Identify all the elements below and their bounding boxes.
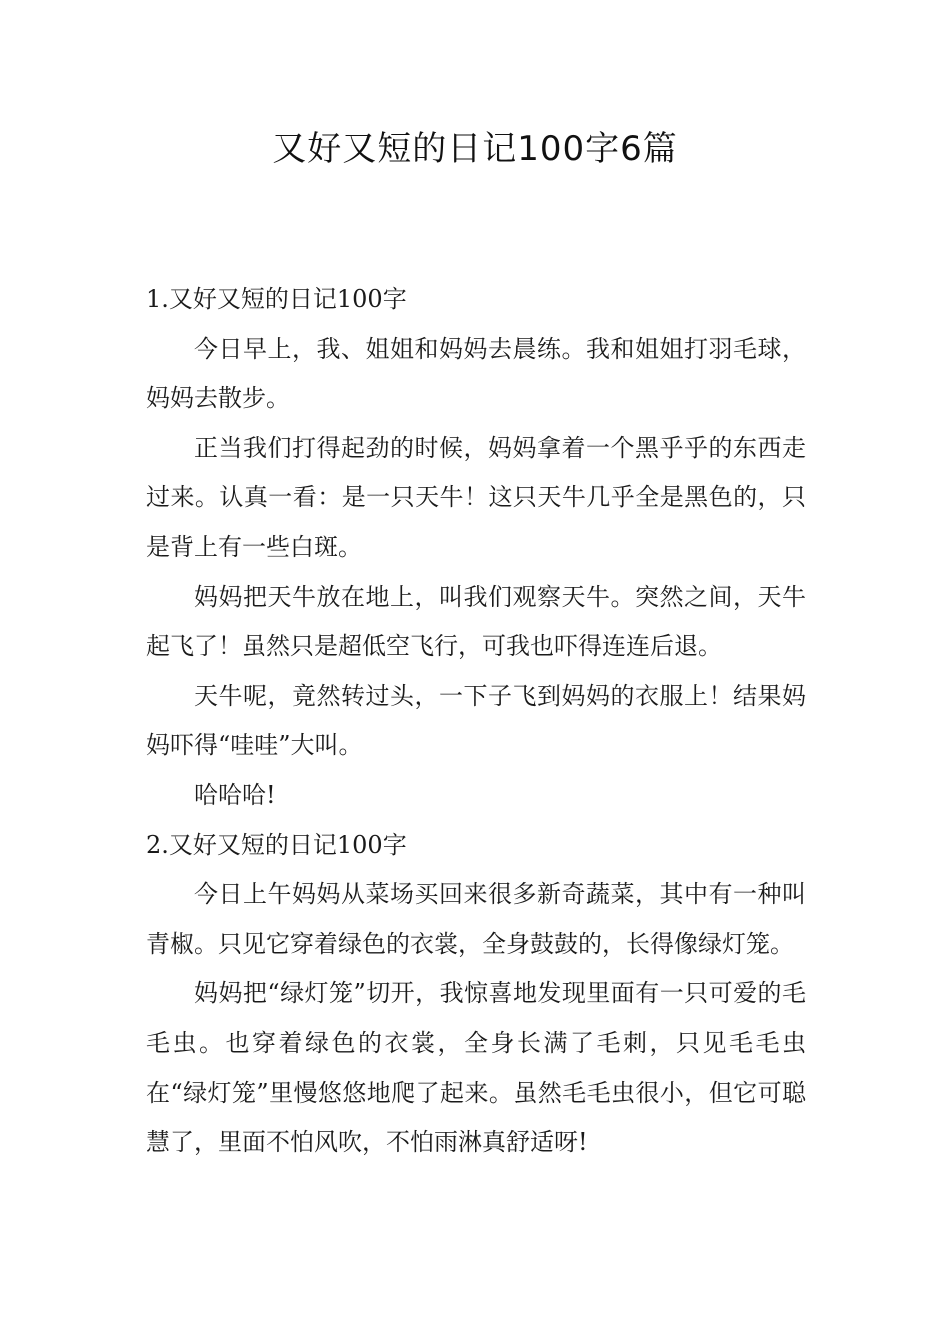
section-1-paragraph-1: 今日早上，我、姐姐和妈妈去晨练。我和姐姐打羽毛球，妈妈去散步。 [146, 334, 806, 413]
section-heading-1: 1.又好又短的日记100字 [146, 285, 407, 313]
document-body [146, 275, 806, 1168]
section-2-paragraph-1: 今日上午妈妈从菜场买回来很多新奇蔬菜，其中有一种叫青椒。只见它穿着绿色的衣裳，全身鼓鼓的，长得像绿灯笼。 [146, 880, 806, 958]
section-1-paragraph-3: 妈妈把天牛放在地上，叫我们观察天牛。突然之间，天牛起飞了！虽然只是超低空飞行，可我也吓得连连后退。 [146, 582, 806, 661]
section-heading-2: 2.又好又短的日记100字 [146, 830, 407, 859]
section-2-paragraph-2: 妈妈把“绿灯笼”切开，我惊喜地发现里面有一只可爱的毛毛虫。也穿着绿色的衣裳，全身长满了毛刺，只见毛毛虫在“绿灯笼”里慢悠悠地爬了起来。虽然毛毛虫很小，但它可聪慧了，里面不怕风吹，不怕雨淋真舒适呀! [146, 979, 806, 1157]
section-1-paragraph-5: 哈哈哈! [194, 780, 276, 809]
section-1-paragraph-2: 正当我们打得起劲的时候，妈妈拿着一个黑乎乎的东西走过来。认真一看：是一只天牛！这只天牛几乎全是黑色的，只是背上有一些白斑。 [146, 433, 806, 561]
section-1-paragraph-4: 天牛呢，竟然转过头，一下子飞到妈妈的衣服上！结果妈妈吓得“哇哇”大叫。 [146, 681, 806, 760]
document-title: 又好又短的日记100字6篇 [272, 129, 678, 169]
